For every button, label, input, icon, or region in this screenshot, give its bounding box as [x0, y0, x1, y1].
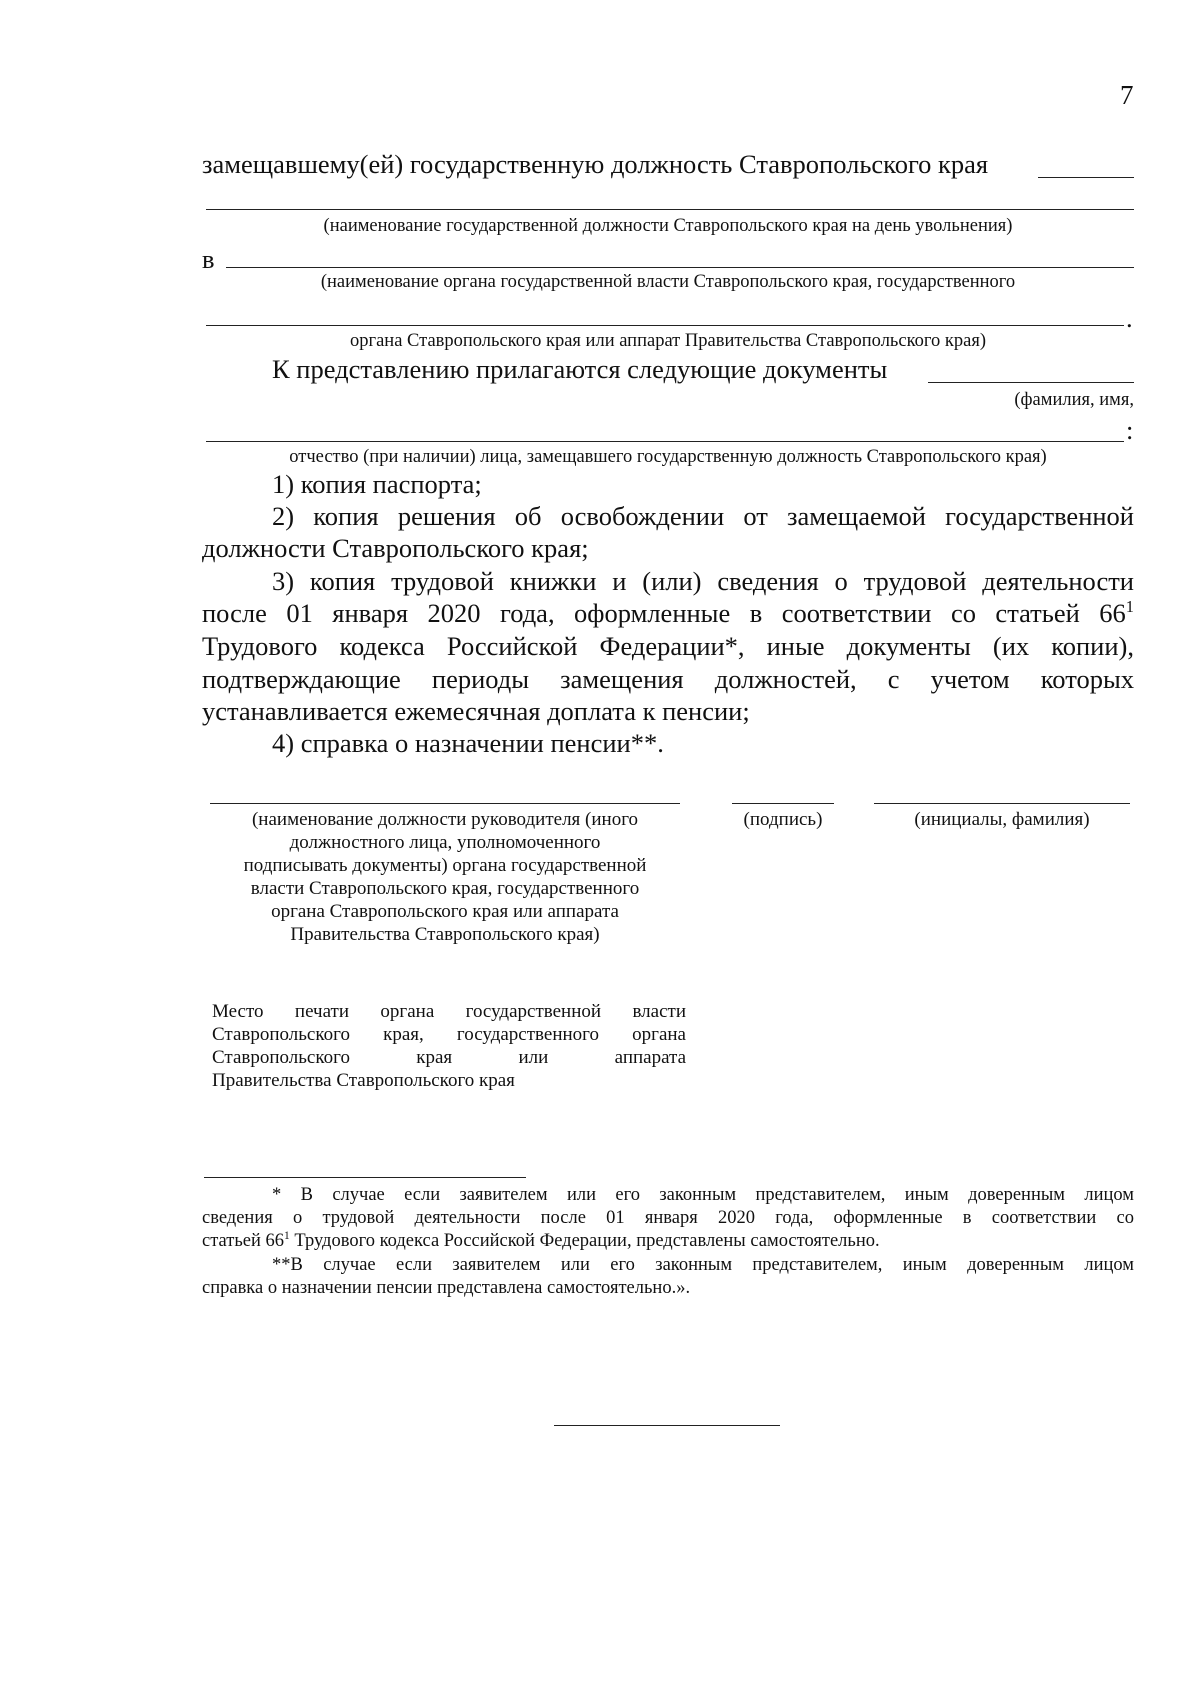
initials-caption: (инициалы, фамилия) — [914, 809, 1090, 830]
header-line-text: замещавшему(ей) государственную должность Ставропольского края — [202, 149, 989, 179]
position-caption — [206, 808, 684, 946]
blank-line-name — [206, 441, 1124, 442]
seal-note-line: Ставропольского края или аппарата — [212, 1047, 686, 1068]
position-caption-line: власти Ставропольского края, государственного — [250, 878, 640, 899]
blank-line-position — [206, 209, 1134, 210]
footnote-line: * В случае если заявителем или его законным представителем, иным доверенным лицом — [272, 1185, 1134, 1205]
list-item-continuation: устанавливается ежемесячная доплата к пенсии; — [202, 696, 750, 726]
footnote-line: **В случае если заявителем или его законным представителем, иным доверенным лицом — [272, 1255, 1134, 1275]
closing-separator — [554, 1425, 780, 1426]
footnote-line — [202, 1230, 880, 1253]
attachments-intro: К представлению прилагаются следующие документы — [272, 354, 888, 384]
list-item: 1) копия паспорта; — [272, 469, 482, 499]
footnote-separator — [204, 1177, 526, 1178]
position-caption-line: подписывать документы) органа государственной — [243, 855, 647, 876]
list-item-continuation: Трудового кодекса Российской Федерации*, иные документы (их копии), — [202, 631, 1134, 661]
seal-note-line: Ставропольского края, государственного органа — [212, 1024, 686, 1045]
footnote-line: справка о назначении пенсии представлена самостоятельно.». — [202, 1278, 691, 1298]
signature-line — [732, 803, 834, 804]
signature-caption: (подпись) — [743, 809, 823, 830]
list-item-continuation: подтверждающие периоды замещения должностей, с учетом которых — [202, 664, 1134, 694]
footnote-article-text: статьей 66 — [202, 1231, 285, 1251]
prefix-v: в — [202, 244, 215, 274]
article-superscript: 1 — [1125, 597, 1134, 617]
signature-position-line — [210, 803, 680, 804]
list-item-continuation — [202, 597, 1134, 630]
trailing-colon: : — [1126, 415, 1134, 445]
seal-note-line: Правительства Ставропольского края — [212, 1070, 515, 1091]
position-caption-line: Правительства Ставропольского края) — [290, 924, 600, 945]
blank-line-position-short — [1038, 177, 1134, 178]
position-caption-line: органа Ставропольского края или аппарата — [271, 901, 619, 922]
position-caption-line: (наименование должности руководителя (иного — [251, 809, 639, 830]
page-number: 7 — [1120, 80, 1134, 110]
initials-line — [874, 803, 1130, 804]
seal-note — [212, 1000, 686, 1092]
footnote-line: сведения о трудовой деятельности после 01 января 2020 года, оформленные в соответствии со — [202, 1208, 1134, 1228]
list-item: 4) справка о назначении пенсии**. — [272, 728, 664, 758]
caption-organ-2: органа Ставропольского края или аппарат Правительства Ставропольского края) — [350, 331, 986, 351]
caption-position: (наименование государственной должности Ставропольского края на день увольнения) — [323, 216, 1013, 236]
blank-line-organ-2 — [206, 325, 1124, 326]
list-item: 2) копия решения об освобождении от замещаемой государственной — [272, 501, 1134, 531]
article-reference-text: после 01 января 2020 года, оформленные в соответствии со статьей 66 — [202, 598, 1126, 628]
caption-name-1: (фамилия, имя, — [1014, 390, 1134, 410]
seal-note-line: Место печати органа государственной власти — [212, 1001, 686, 1022]
footnote-article-superscript: 1 — [284, 1229, 290, 1242]
blank-line-name-short — [928, 382, 1134, 383]
caption-name-2: отчество (при наличии) лица, замещавшего государственную должность Ставропольского края) — [289, 447, 1047, 467]
blank-line-organ-1 — [226, 267, 1134, 268]
caption-organ-1: (наименование органа государственной власти Ставропольского края, государственного — [320, 272, 1016, 292]
footnote-article-continuation: Трудового кодекса Российской Федерации, представлены самостоятельно. — [289, 1231, 880, 1251]
trailing-period: . — [1126, 303, 1133, 333]
list-item: 3) копия трудовой книжки и (или) сведения о трудовой деятельности — [272, 566, 1134, 596]
position-caption-line: должностного лица, уполномоченного — [289, 832, 601, 853]
list-item-continuation: должности Ставропольского края; — [202, 533, 589, 563]
